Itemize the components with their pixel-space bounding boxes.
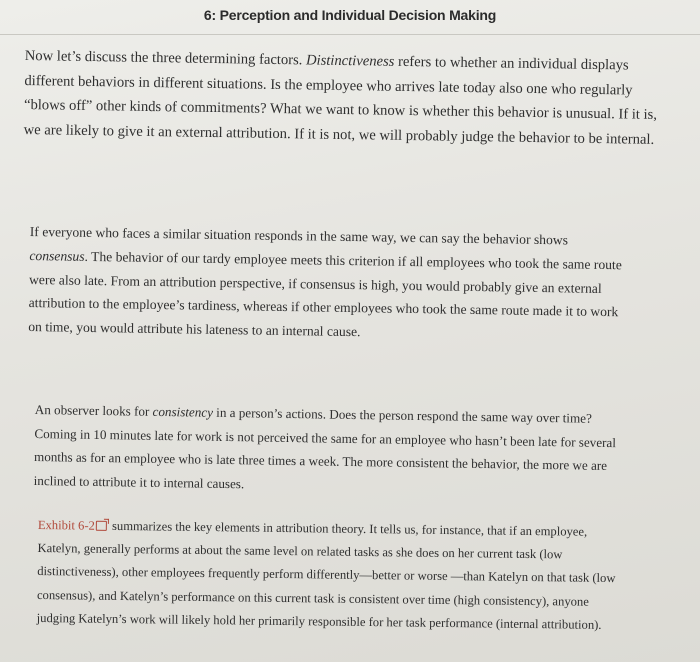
paragraph-text: If everyone who faces a similar situation responds in the same way, we can say the behavior shows	[29, 223, 569, 248]
page-header: 6: Perception and Individual Decision Making	[203, 7, 497, 23]
term-consensus: consensus	[29, 247, 85, 264]
term-consistency: consistency	[152, 403, 214, 420]
exhibit-6-2-link[interactable]: Exhibit 6-2	[37, 517, 95, 533]
paragraph-distinctiveness	[23, 44, 664, 152]
paragraph-consistency	[34, 398, 620, 502]
paragraph-text: summarizes the key elements in attribution theory. It tells us, for instance, that if an employee, Katelyn, generally performs at about the same level on related tasks as she does on her current task (low distinctiveness), other employees frequently perform differently—better or worse —than Katelyn on that task (low consensus), and Katelyn’s performance on this current task is consistent over time (high consistency), anyone judging Katelyn’s work will likely hold her primarily responsible for her task performance (internal attribution).	[36, 518, 616, 632]
paragraph-text: . The behavior of our tardy employee meets this criterion if all employees who took the same route were also late. From an attribution perspective, if consensus is high, you would probably give an external attribution to the employee’s tardiness, whereas if other employees who took the same route made it to work on time, you would attribute his lateness to an internal cause.	[28, 248, 622, 340]
paragraph-text: Now let’s discuss the three determining factors.	[24, 47, 307, 69]
header-divider	[0, 34, 700, 35]
paragraph-text: An observer looks for	[34, 401, 153, 419]
paragraph-exhibit-summary	[37, 514, 623, 637]
term-distinctiveness: Distinctiveness	[305, 52, 395, 70]
paragraph-text: refers to whether an individual displays different behaviors in different situations. Is the employee who arrives late today also one who regularly “blows off” other kinds of commitments? What we want to know is whether this behavior is unusual. If it is, we are likely to give it an external attribution. If it is not, we will probably judge the behavior to be internal.	[23, 53, 658, 148]
paragraph-text: in a person’s actions. Does the person respond the same way over time? Coming in 10 minutes late for work is not perceived the same for an employee who hasn’t been late for several months as for an employee who is late three times a week. The more consistent the behavior, the more we are inclined to attribute it to internal causes.	[33, 404, 617, 492]
paragraph-consensus	[28, 220, 630, 348]
external-link-icon[interactable]	[96, 521, 107, 531]
